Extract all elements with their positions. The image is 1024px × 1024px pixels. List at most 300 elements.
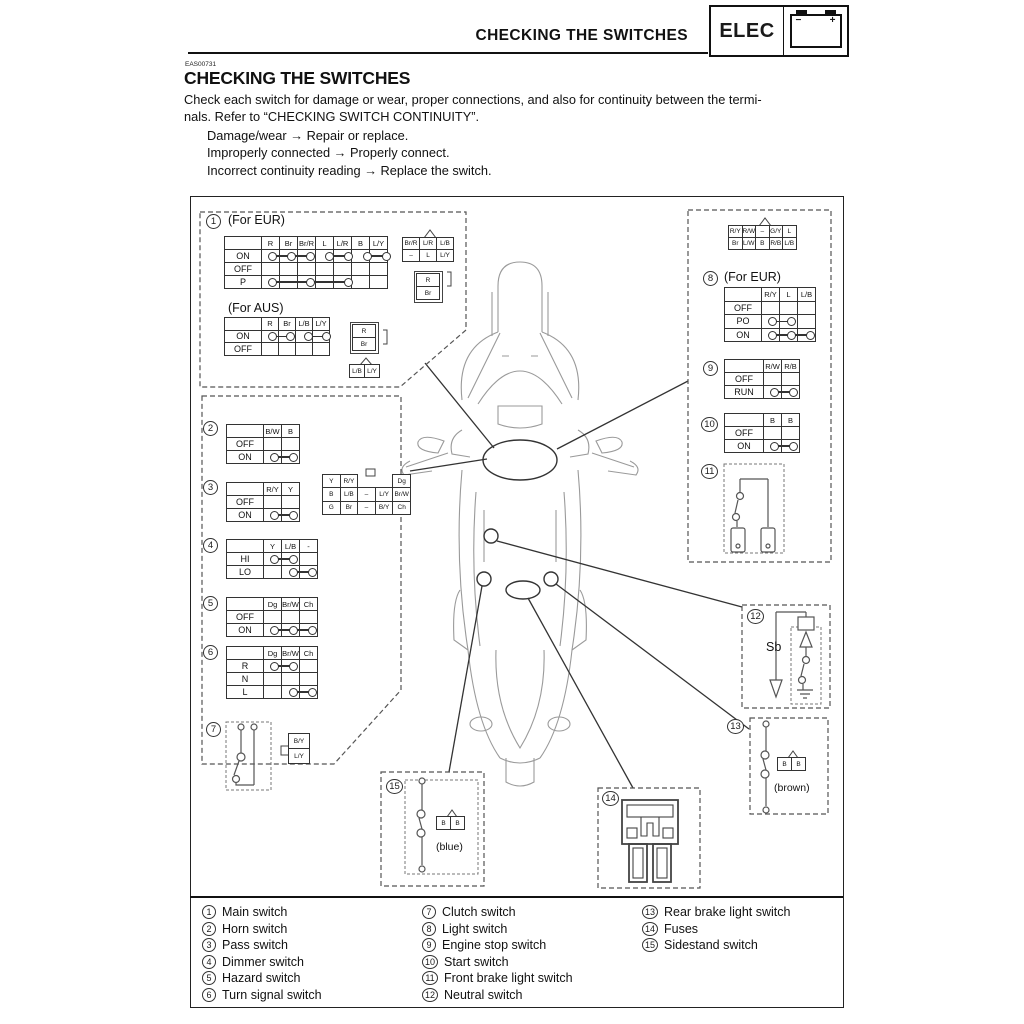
table-row — [725, 314, 816, 329]
table-cell: Dg — [263, 597, 282, 611]
table-cell: R/B — [781, 359, 800, 373]
table-row — [225, 262, 388, 276]
table-cell: OFF — [224, 342, 262, 356]
table-cell: Y — [263, 539, 282, 553]
intro-line-2: nals. Refer to “CHECKING SWITCH CONTINUITY”. — [184, 109, 480, 124]
section-code: EAS00731 — [185, 61, 217, 68]
terminal-circle — [289, 568, 298, 577]
terminal-circle — [289, 555, 298, 564]
table-cell: Br — [279, 236, 298, 250]
connector-pin-cell: L/Y — [436, 249, 454, 262]
clutch-switch-connector — [289, 734, 310, 764]
terminal-circle — [787, 331, 796, 340]
legend-item-label: Start switch — [444, 954, 509, 969]
table-cell: PO — [724, 314, 762, 329]
battery-minus-sign: − — [795, 15, 802, 26]
table-row — [227, 565, 318, 579]
table-cell — [797, 314, 816, 329]
connector-row — [417, 273, 440, 287]
right-handlebar-connector — [729, 226, 797, 250]
rear-brake-connector — [778, 758, 806, 771]
table-cell — [295, 342, 313, 356]
table-cell: ON — [724, 439, 764, 453]
item-2-number: 2 — [203, 421, 218, 436]
legend-item-label: Fuses — [664, 921, 699, 936]
main-switch-connector-aus — [350, 365, 380, 378]
table-cell: OFF — [226, 437, 264, 451]
legend-item — [202, 905, 322, 919]
table-cell: L — [226, 685, 264, 699]
intro-line-1: Check each switch for damage or wear, proper connections, and also for continuity between the termi- — [184, 92, 762, 107]
table-cell — [261, 262, 280, 276]
terminal-circle — [304, 332, 313, 341]
legend-item-label: Dimmer switch — [222, 954, 304, 969]
table-row — [725, 426, 800, 440]
connector-pin-cell: R — [416, 273, 440, 287]
connector-row — [323, 501, 411, 515]
legend-column-3 — [642, 905, 790, 955]
connector-pin-cell: B — [755, 237, 770, 250]
legend-column-2 — [422, 905, 573, 1005]
table-cell: Dg — [263, 646, 282, 660]
legend-item-number: 4 — [202, 955, 216, 969]
table-cell — [224, 317, 262, 331]
legend-item-label: Rear brake light switch — [664, 905, 791, 919]
connector-gap — [357, 474, 376, 488]
legend-item-number: 13 — [642, 905, 658, 919]
terminal-circle — [268, 332, 277, 341]
connector-pin-cell: Br — [340, 501, 359, 515]
connector-pin-cell: B — [791, 757, 806, 771]
table-cell — [763, 372, 782, 386]
table-row — [225, 330, 330, 344]
item-15-color-label: (blue) — [436, 841, 463, 853]
legend-item-label: Turn signal switch — [222, 987, 322, 1002]
connector-pin-cell: – — [357, 487, 376, 501]
sidestand-connector — [437, 817, 465, 830]
terminal-circle — [270, 555, 279, 564]
legend-item-number: 15 — [642, 938, 658, 952]
terminal-circle — [268, 252, 277, 261]
table-cell — [724, 359, 764, 373]
legend-item — [202, 922, 322, 936]
table-cell — [779, 301, 798, 316]
legend-item — [202, 955, 322, 969]
legend-item-label: Sidestand switch — [664, 938, 758, 953]
connector-row — [403, 249, 454, 262]
table-row — [227, 437, 300, 451]
legend-item-number: 5 — [202, 971, 216, 985]
item-1-eur-label: (For EUR) — [228, 213, 285, 227]
table-cell — [226, 646, 264, 660]
item-15-number: 15 — [386, 779, 403, 794]
connector-pin-cell: Ch — [392, 501, 411, 515]
connector-pin-cell: R — [352, 324, 376, 338]
connector-row — [353, 324, 376, 338]
table-cell — [312, 342, 330, 356]
header-rule — [188, 52, 708, 54]
table-cell — [797, 301, 816, 316]
terminal-circle — [270, 453, 279, 462]
table-cell: Y — [281, 482, 300, 496]
connector-row — [417, 286, 440, 300]
table-row — [225, 342, 330, 356]
connector-row — [323, 474, 411, 488]
item-8-number: 8 — [703, 271, 718, 286]
connector-pin-cell: Br — [352, 337, 376, 351]
table-header-row — [227, 539, 318, 553]
connector-pin-cell: B — [436, 816, 451, 830]
legend-item-number: 9 — [422, 938, 436, 952]
terminal-circle — [382, 252, 391, 261]
legend-item-number: 6 — [202, 988, 216, 1002]
connector-pin-cell: – — [402, 249, 420, 262]
terminal-circle — [289, 511, 298, 520]
connector-row — [437, 816, 465, 830]
table-cell: L — [779, 287, 798, 302]
table-cell: L/R — [333, 236, 352, 250]
connector-pin-cell: L — [782, 225, 797, 238]
table-cell — [299, 659, 318, 673]
legend-item-number: 12 — [422, 988, 438, 1002]
legend-column-1 — [202, 905, 322, 1005]
connector-row — [323, 487, 411, 501]
intro-step-1: Damage/wear → Repair or replace. — [207, 128, 409, 143]
legend-item-number: 2 — [202, 922, 216, 936]
item-10-number: 10 — [701, 417, 718, 432]
table-cell: N — [226, 672, 264, 686]
connector-row — [353, 337, 376, 351]
terminal-circle — [287, 252, 296, 261]
coupler-cells — [417, 273, 440, 300]
table-cell — [226, 597, 264, 611]
legend-divider — [190, 896, 843, 898]
terminal-circle — [308, 688, 317, 697]
table-cell — [281, 495, 300, 509]
terminal-circle — [268, 278, 277, 287]
table-cell: B — [781, 413, 800, 427]
connector-gap — [375, 474, 394, 488]
connector-pin-cell: B/Y — [375, 501, 394, 515]
connector-pin-cell: Y — [322, 474, 341, 488]
table-cell — [263, 565, 282, 579]
legend-item-number: 1 — [202, 905, 216, 919]
item-14-number: 14 — [602, 791, 619, 806]
terminal-circle — [344, 252, 353, 261]
table-cell — [299, 672, 318, 686]
table-cell — [297, 262, 316, 276]
legend-item — [422, 988, 573, 1002]
table-cell: R/W — [763, 359, 782, 373]
table-cell: Br/W — [281, 646, 300, 660]
legend-item-number: 8 — [422, 922, 436, 936]
legend-item-label: Hazard switch — [222, 971, 301, 986]
table-cell — [263, 672, 282, 686]
coupler-cells — [353, 324, 376, 351]
table-cell: R/Y — [263, 482, 282, 496]
item-13-color-label: (brown) — [774, 782, 810, 794]
terminal-circle — [806, 331, 815, 340]
battery-cell — [784, 7, 847, 55]
legend-item-label: Light switch — [442, 921, 508, 936]
page-header-title: CHECKING THE SWITCHES — [475, 27, 688, 44]
connector-pin-cell: R/W — [742, 225, 757, 238]
connector-pin-cell: L/W — [742, 237, 757, 250]
table-header-row — [227, 424, 300, 438]
table-cell — [724, 287, 762, 302]
table-cell — [281, 610, 300, 624]
connector-pin-cell: – — [357, 501, 376, 515]
item-6-number: 6 — [203, 645, 218, 660]
table-row — [227, 450, 300, 464]
connector-pin-cell: Br — [416, 286, 440, 300]
table-cell — [226, 424, 264, 438]
terminal-circle — [289, 626, 298, 635]
item-3-number: 3 — [203, 480, 218, 495]
turn-signal-switch-table — [227, 647, 318, 699]
item-5-number: 5 — [203, 596, 218, 611]
terminal-circle — [289, 662, 298, 671]
table-cell: Br/R — [297, 236, 316, 250]
connector-row — [778, 757, 806, 771]
table-cell — [226, 482, 264, 496]
terminal-circle — [270, 511, 279, 520]
legend-item-label: Pass switch — [222, 938, 288, 953]
connector-pin-cell: B — [777, 757, 792, 771]
table-cell: Ch — [299, 646, 318, 660]
terminal-circle — [270, 662, 279, 671]
terminal-circle — [289, 688, 298, 697]
item-4-number: 4 — [203, 538, 218, 553]
legend-item-number: 7 — [422, 905, 436, 919]
legend-item-label: Neutral switch — [444, 987, 523, 1002]
terminal-circle — [308, 626, 317, 635]
table-cell — [263, 495, 282, 509]
table-cell: P — [224, 275, 262, 289]
table-cell: ON — [224, 249, 262, 263]
legend-item-number: 3 — [202, 938, 216, 952]
table-cell — [263, 685, 282, 699]
table-row — [725, 328, 816, 343]
terminal-circle — [363, 252, 372, 261]
terminal-circle — [325, 252, 334, 261]
legend-item — [642, 922, 790, 936]
table-cell — [263, 437, 282, 451]
main-switch-coupler-eur — [414, 271, 443, 303]
engine-stop-switch-table — [725, 360, 800, 399]
table-cell — [761, 301, 780, 316]
terminal-circle — [770, 442, 779, 451]
connector-pin-cell: B/Y — [288, 733, 310, 749]
table-row — [725, 385, 800, 399]
table-cell: ON — [226, 508, 264, 522]
connector-pin-cell: L/Y — [288, 748, 310, 764]
table-cell — [315, 262, 334, 276]
table-cell: OFF — [724, 426, 764, 440]
connector-pin-cell: L/Y — [364, 364, 380, 378]
table-cell — [369, 262, 388, 276]
item-8-eur-label: (For EUR) — [724, 270, 781, 284]
legend-item — [202, 988, 322, 1002]
legend-item-label: Clutch switch — [442, 905, 516, 919]
connector-pin-cell: R/B — [769, 237, 784, 250]
connector-pin-cell: L/B — [436, 237, 454, 250]
connector-pin-cell: R/Y — [728, 225, 743, 238]
battery-icon — [790, 14, 842, 48]
table-header-row — [227, 597, 318, 611]
connector-pin-cell: Br/R — [402, 237, 420, 250]
table-row — [227, 623, 318, 637]
pass-switch-table — [227, 483, 300, 522]
elec-label: ELEC — [711, 7, 784, 55]
table-cell — [263, 610, 282, 624]
horn-switch-table — [227, 425, 300, 464]
terminal-circle — [768, 331, 777, 340]
item-13-number: 13 — [727, 719, 744, 734]
table-cell: R — [261, 317, 279, 331]
table-cell — [281, 437, 300, 451]
connector-row — [289, 748, 310, 764]
legend-item-number: 11 — [422, 971, 438, 985]
table-cell: L/B — [281, 539, 300, 553]
item-11-number: 11 — [701, 464, 718, 479]
table-cell: Br — [278, 317, 296, 331]
item-7-number: 7 — [206, 722, 221, 737]
table-cell — [299, 552, 318, 566]
table-cell — [281, 672, 300, 686]
table-row — [227, 610, 318, 624]
table-row — [225, 249, 388, 263]
table-cell: OFF — [226, 495, 264, 509]
table-cell: OFF — [224, 262, 262, 276]
table-cell: B/W — [263, 424, 282, 438]
connector-pin-cell: G/Y — [769, 225, 784, 238]
intro-step-3: Incorrect continuity reading → Replace the switch. — [207, 163, 492, 178]
table-row — [227, 495, 300, 509]
table-cell: OFF — [724, 372, 764, 386]
terminal-circle — [270, 626, 279, 635]
connector-pin-cell: L/Y — [375, 487, 394, 501]
dimmer-switch-table — [227, 540, 318, 579]
terminal-circle — [787, 317, 796, 326]
table-cell: B — [351, 236, 370, 250]
section-heading: CHECKING THE SWITCHES — [184, 68, 411, 88]
connector-row — [289, 733, 310, 749]
table-cell — [226, 539, 264, 553]
table-cell — [763, 426, 782, 440]
table-cell — [224, 236, 262, 250]
table-row — [725, 301, 816, 316]
legend-item-label: Front brake light switch — [444, 971, 573, 986]
connector-pin-cell: G — [322, 501, 341, 515]
terminal-circle — [306, 278, 315, 287]
elec-tab — [709, 5, 849, 57]
legend-item — [642, 938, 790, 952]
table-cell — [781, 426, 800, 440]
table-row — [227, 672, 318, 686]
table-cell: ON — [226, 623, 264, 637]
main-switch-eur-table — [225, 237, 388, 289]
table-cell — [369, 275, 388, 289]
table-cell: OFF — [724, 301, 762, 316]
table-cell — [278, 342, 296, 356]
connector-pin-cell: L — [419, 249, 437, 262]
table-cell — [299, 610, 318, 624]
legend-item-number: 10 — [422, 955, 438, 969]
table-cell: ON — [226, 450, 264, 464]
table-cell: L/Y — [369, 236, 388, 250]
item-12-wire-label: Sb — [766, 640, 782, 654]
legend-item-label: Engine stop switch — [442, 938, 547, 953]
legend-item-label: Horn switch — [222, 921, 288, 936]
intro-step-2: Improperly connected → Properly connect. — [207, 145, 450, 160]
table-cell: HI — [226, 552, 264, 566]
connector-pin-cell: L/R — [419, 237, 437, 250]
terminal-circle — [344, 278, 353, 287]
table-cell: ON — [724, 328, 762, 343]
table-header-row — [227, 482, 300, 496]
legend-item — [642, 905, 790, 919]
connector-row — [350, 364, 380, 378]
table-row — [227, 685, 318, 699]
table-cell: L/B — [797, 287, 816, 302]
terminal-circle — [770, 388, 779, 397]
table-cell: R/Y — [761, 287, 780, 302]
table-cell — [261, 342, 279, 356]
light-switch-table — [725, 288, 816, 342]
connector-pin-cell: Br — [728, 237, 743, 250]
connector-pin-cell: L/B — [340, 487, 359, 501]
table-cell: B — [281, 424, 300, 438]
table-cell: RUN — [724, 385, 764, 399]
terminal-circle — [789, 442, 798, 451]
table-cell: L/Y — [312, 317, 330, 331]
connector-pin-cell: Br/W — [392, 487, 411, 501]
legend-item-number: 14 — [642, 922, 658, 936]
table-row — [725, 439, 800, 453]
table-cell — [351, 275, 370, 289]
legend-item-label: Main switch — [222, 905, 288, 919]
table-cell — [279, 262, 298, 276]
table-row — [227, 659, 318, 673]
item-12-number: 12 — [747, 609, 764, 624]
table-cell: Br/W — [281, 597, 300, 611]
main-switch-connector-eur — [403, 238, 454, 262]
table-row — [227, 552, 318, 566]
table-cell: LO — [226, 565, 264, 579]
table-row — [725, 372, 800, 386]
main-switch-coupler-aus — [350, 322, 379, 354]
table-cell: L/B — [295, 317, 313, 331]
item-1-aus-label: (For AUS) — [228, 301, 284, 315]
table-cell — [724, 413, 764, 427]
connector-pin-cell: R/Y — [340, 474, 359, 488]
connector-pin-cell: L/B — [349, 364, 365, 378]
table-header-row — [725, 359, 800, 373]
battery-plus-sign: + — [829, 15, 836, 26]
connector-row — [729, 237, 797, 250]
table-cell: R — [261, 236, 280, 250]
handlebar-connector — [323, 475, 411, 515]
terminal-circle — [289, 453, 298, 462]
table-cell — [351, 262, 370, 276]
table-cell: ON — [224, 330, 262, 344]
terminal-circle — [308, 568, 317, 577]
connector-pin-cell: B — [322, 487, 341, 501]
legend-item — [422, 955, 573, 969]
table-cell: - — [299, 539, 318, 553]
legend-item — [422, 905, 573, 919]
